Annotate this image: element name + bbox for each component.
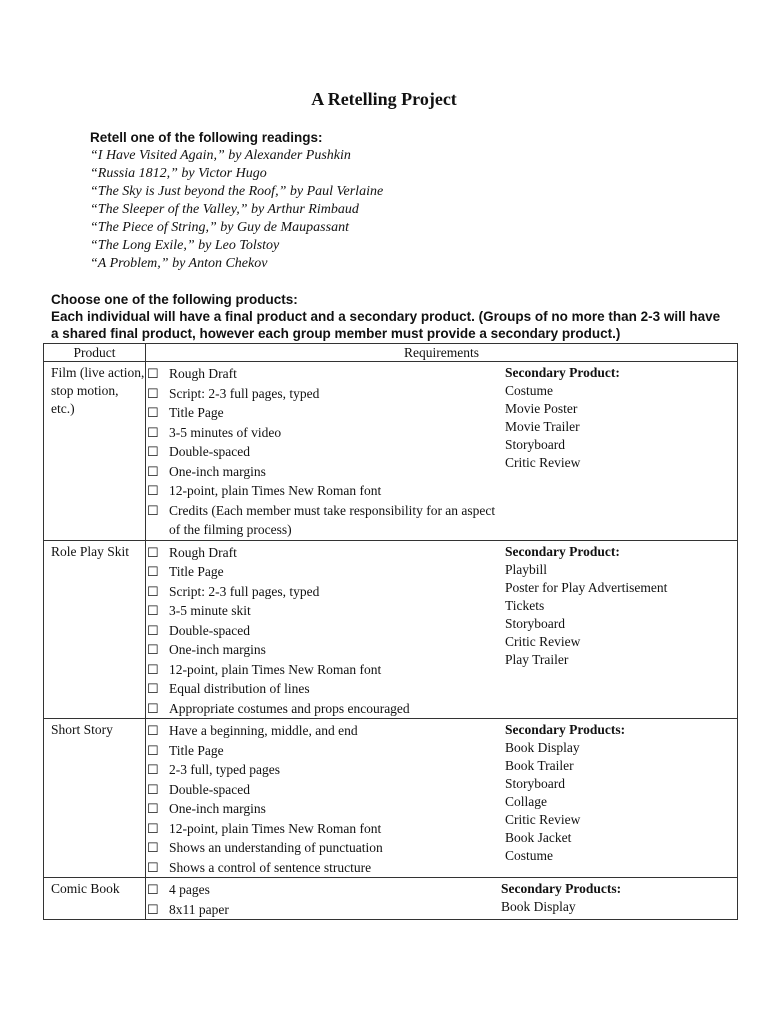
table-row	[44, 719, 738, 878]
secondary-item: Storyboard	[505, 437, 565, 452]
checkbox-icon: ☐	[147, 801, 159, 816]
secondary-products	[505, 364, 620, 540]
checklist-item	[146, 562, 501, 582]
checkbox-icon: ☐	[147, 642, 159, 657]
secondary-products	[501, 880, 621, 919]
checklist-item-label: Title Page	[169, 405, 224, 420]
requirements-cell	[146, 878, 738, 920]
checkbox-icon: ☐	[147, 723, 159, 738]
checklist-item-label: 4 pages	[169, 882, 210, 897]
secondary-item: Play Trailer	[505, 651, 569, 667]
secondary-item: Book Jacket	[505, 830, 572, 845]
secondary-products	[505, 543, 667, 719]
checklist-item-label: Rough Draft	[169, 366, 237, 381]
secondary-item: Critic Review	[505, 812, 581, 827]
checklist-item-label: 2-3 full, typed pages	[169, 762, 280, 777]
reading-item: “Russia 1812,” by Victor Hugo	[90, 166, 267, 181]
document-title: A Retelling Project	[311, 89, 457, 109]
checklist-item	[146, 760, 501, 780]
requirements-cell	[146, 719, 738, 878]
secondary-item: Critic Review	[505, 633, 581, 649]
checklist-item	[146, 741, 501, 761]
checklist-item-label: 8x11 paper	[169, 901, 229, 917]
checklist-item	[146, 462, 501, 482]
requirements-table	[43, 343, 738, 920]
checklist-item-label: Rough Draft	[169, 544, 237, 560]
checkbox-icon: ☐	[147, 385, 159, 401]
checkbox-icon: ☐	[147, 444, 159, 459]
checkbox-icon: ☐	[147, 622, 159, 638]
checklist-item-label: One-inch margins	[169, 642, 266, 657]
requirements-checklist	[146, 880, 501, 919]
checklist-item	[146, 799, 501, 819]
checkbox-icon: ☐	[147, 661, 159, 677]
checklist-item-label: Title Page	[169, 564, 224, 579]
reading-item: “I Have Visited Again,” by Alexander Pushkin	[90, 148, 351, 163]
secondary-item: Poster for Play Advertisement	[505, 579, 668, 595]
checklist-item-label: Double-spaced	[169, 622, 250, 638]
table-body	[44, 362, 738, 920]
checklist-item	[146, 819, 501, 839]
checkbox-icon: ☐	[147, 544, 159, 560]
checkbox-icon: ☐	[147, 901, 159, 917]
checklist-item	[146, 601, 501, 621]
checkbox-icon: ☐	[147, 681, 159, 696]
product-column-header: Product	[44, 344, 146, 362]
checkbox-icon: ☐	[147, 859, 159, 875]
requirements-column-header: Requirements	[146, 344, 738, 362]
checklist-item-label: Equal distribution of lines	[169, 681, 310, 696]
requirements-wrap	[146, 880, 737, 919]
reading-item: “The Sky is Just beyond the Roof,” by Paul Verlaine	[90, 184, 384, 199]
checklist-item-label: Double-spaced	[169, 781, 250, 797]
checklist-item	[146, 640, 501, 660]
checklist-item-label: 12-point, plain Times New Roman font	[169, 820, 382, 836]
checklist-item	[146, 543, 501, 563]
checkbox-icon: ☐	[147, 366, 159, 381]
checklist-item	[146, 880, 501, 900]
checklist-item-label: Script: 2-3 full pages, typed	[169, 583, 320, 599]
checkbox-icon: ☐	[147, 781, 159, 797]
products-intro-line2: Each individual will have a final product and a secondary product. (Groups of no more than 2-3 will have a shared final product, however each group member must provide a secondary product.)	[51, 309, 721, 341]
products-intro	[51, 291, 731, 342]
secondary-heading: Secondary Product:	[505, 365, 620, 380]
checkbox-icon: ☐	[147, 424, 159, 440]
checklist-item-label: Shows a control of sentence structure	[169, 859, 372, 875]
checklist-item-label: 12-point, plain Times New Roman font	[169, 483, 382, 498]
checklist-item	[146, 838, 501, 858]
reading-item: “The Piece of String,” by Guy de Maupassant	[90, 220, 349, 235]
checklist-item-label: Have a beginning, middle, and end	[169, 723, 358, 738]
product-cell: Film (live action, stop motion, etc.)	[44, 362, 146, 541]
checkbox-icon: ☐	[147, 840, 159, 855]
requirements-cell	[146, 540, 738, 719]
secondary-item: Movie Trailer	[505, 419, 580, 434]
checklist-item	[146, 501, 501, 540]
secondary-item: Book Display	[501, 899, 576, 914]
readings-heading: Retell one of the following readings:	[90, 130, 323, 145]
table-header-row	[44, 344, 738, 362]
checklist-item	[146, 423, 501, 443]
secondary-item: Critic Review	[505, 455, 581, 470]
requirements-wrap	[146, 364, 737, 540]
secondary-item: Storyboard	[505, 615, 565, 631]
checkbox-icon: ☐	[147, 700, 159, 716]
readings-section	[90, 129, 383, 273]
checklist-item	[146, 660, 501, 680]
checklist-item	[146, 699, 501, 719]
checklist-item	[146, 403, 501, 423]
product-cell: Comic Book	[44, 878, 146, 920]
checklist-item-label: 12-point, plain Times New Roman font	[169, 661, 382, 677]
checklist-item-label: Appropriate costumes and props encouraged	[169, 700, 410, 716]
requirements-wrap	[146, 721, 737, 877]
secondary-item: Costume	[505, 383, 554, 398]
checklist-item-label: One-inch margins	[169, 463, 266, 479]
secondary-products	[505, 721, 625, 877]
checkbox-icon: ☐	[147, 483, 159, 498]
checklist-item-label: Title Page	[169, 742, 224, 758]
checklist-item	[146, 442, 501, 462]
checklist-item	[146, 900, 501, 920]
secondary-item: Collage	[505, 794, 547, 809]
secondary-item: Book Display	[505, 740, 580, 755]
secondary-heading: Secondary Products:	[501, 881, 622, 896]
checklist-item	[146, 780, 501, 800]
secondary-item: Playbill	[505, 561, 548, 577]
checklist-item	[146, 858, 501, 878]
checkbox-icon: ☐	[147, 820, 159, 836]
checklist-item-label: One-inch margins	[169, 801, 266, 816]
checklist-item-label: 3-5 minutes of video	[169, 424, 282, 440]
product-cell: Short Story	[44, 719, 146, 878]
checklist-item	[146, 364, 501, 384]
requirements-checklist	[146, 543, 501, 719]
checkbox-icon: ☐	[147, 502, 159, 518]
checklist-item-label: Script: 2-3 full pages, typed	[169, 385, 320, 401]
checklist-item-label: Double-spaced	[169, 444, 250, 459]
secondary-item: Movie Poster	[505, 401, 578, 416]
secondary-item: Storyboard	[505, 776, 565, 791]
reading-item: “The Sleeper of the Valley,” by Arthur Rimbaud	[90, 202, 359, 217]
checkbox-icon: ☐	[147, 762, 159, 777]
secondary-heading: Secondary Products:	[505, 722, 626, 737]
checklist-item	[146, 481, 501, 501]
table-row	[44, 540, 738, 719]
reading-item: “The Long Exile,” by Leo Tolstoy	[90, 238, 280, 253]
secondary-item: Book Trailer	[505, 758, 574, 773]
checkbox-icon: ☐	[147, 564, 159, 579]
table-row	[44, 878, 738, 920]
checklist-item-label: 3-5 minute skit	[169, 603, 251, 618]
requirements-wrap	[146, 543, 737, 719]
table-row	[44, 362, 738, 541]
checkbox-icon: ☐	[147, 882, 159, 897]
secondary-item: Costume	[505, 848, 554, 863]
checklist-item	[146, 582, 501, 602]
checkbox-icon: ☐	[147, 603, 159, 618]
checkbox-icon: ☐	[147, 583, 159, 599]
checklist-item	[146, 384, 501, 404]
checklist-item	[146, 679, 501, 699]
checklist-item	[146, 721, 501, 741]
requirements-checklist	[146, 721, 501, 877]
secondary-heading: Secondary Product:	[505, 543, 620, 559]
secondary-item: Tickets	[505, 597, 545, 613]
checklist-item-label: Shows an understanding of punctuation	[169, 840, 383, 855]
requirements-cell	[146, 362, 738, 541]
checklist-item	[146, 621, 501, 641]
reading-item: “A Problem,” by Anton Chekov	[90, 256, 268, 271]
checklist-item-label: Credits (Each member must take responsibility for an aspect of the filming process)	[169, 502, 496, 537]
requirements-checklist	[146, 364, 501, 540]
products-intro-line1: Choose one of the following products:	[51, 292, 298, 307]
checkbox-icon: ☐	[147, 742, 159, 758]
product-cell: Role Play Skit	[44, 540, 146, 719]
checkbox-icon: ☐	[147, 405, 159, 420]
checkbox-icon: ☐	[147, 463, 159, 479]
